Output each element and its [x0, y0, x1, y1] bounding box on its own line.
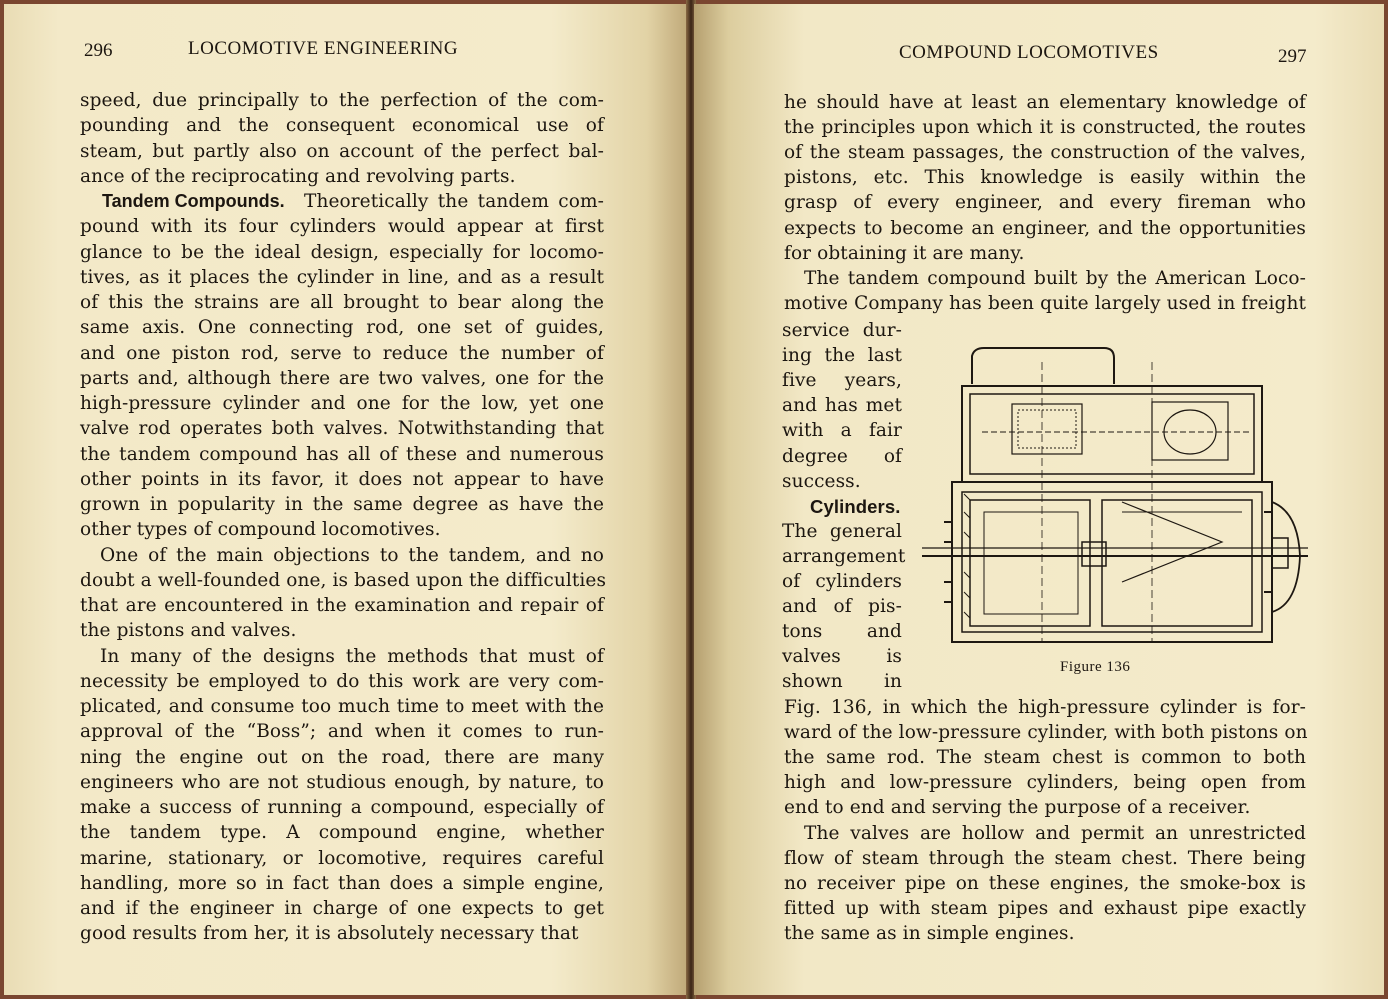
text-line: tives, as it places the cylinder in line, and as a result: [80, 266, 604, 288]
text-line: ance of the reciprocating and revolving parts.: [80, 165, 516, 187]
text-line: with a fair: [782, 420, 902, 442]
text-line: fitted up with steam pipes and exhaust pipe exactly: [784, 898, 1306, 920]
text-line: ning the engine out on the road, there are many: [80, 746, 604, 768]
text-line: Fig. 136, in which the high-pressure cylinder is for-: [784, 697, 1306, 718]
text-line: pounding and the consequent economical use of: [80, 115, 604, 137]
text-line: engineers who are not studious enough, by nature, to: [80, 771, 604, 793]
text-line: that are encountered in the examination and repair of: [80, 595, 604, 616]
text-line: the tandem type. A compound engine, whether: [80, 822, 604, 844]
text-line: Theoretically the tandem com-: [304, 191, 604, 212]
text-line: and of pis-: [782, 596, 902, 618]
figure-136-cylinder-diagram: [922, 342, 1308, 654]
text-line: pound with its four cylinders would appear at first: [80, 216, 604, 238]
left-page-number: 296: [84, 40, 113, 61]
text-line: pistons, etc. This knowledge is easily within the: [784, 167, 1306, 189]
text-line: valves is: [782, 646, 902, 668]
text-line: motive Company has been quite largely used in freight: [784, 292, 1306, 314]
text-line: shown in: [782, 671, 902, 693]
right-running-head: COMPOUND LOCOMOTIVES: [899, 42, 1159, 63]
left-page: [4, 4, 688, 995]
text-line: five years,: [782, 370, 902, 392]
text-line: marine, stationary, or locomotive, requires careful: [80, 847, 604, 869]
section-heading-tandem: Tandem Compounds.: [102, 191, 285, 211]
text-line: for obtaining it are many.: [784, 242, 1025, 264]
text-line: of the steam passages, the construction of the valves,: [784, 142, 1306, 164]
text-line: One of the main objections to the tandem, and no: [100, 544, 604, 566]
text-line: handling, more so in fact than does a simple engine,: [80, 872, 604, 894]
text-line: arrangement: [782, 545, 906, 567]
text-line: and if the engineer in charge of one expects to get: [80, 898, 604, 919]
text-line: grasp of every engineer, and every fireman who: [784, 192, 1306, 214]
text-line: flow of steam through the steam chest. There being: [784, 848, 1306, 870]
text-line: glance to be the ideal design, especially for locomo-: [80, 241, 604, 263]
text-line: the principles upon which it is constructed, the routes: [784, 117, 1306, 139]
text-line: of cylinders: [782, 571, 902, 592]
text-line: The tandem compound built by the American Loco-: [804, 267, 1306, 289]
text-line: make a success of running a compound, especially of: [80, 797, 604, 818]
text-line: degree of: [782, 445, 902, 467]
text-line: the tandem compound has all of these and numerous: [80, 443, 604, 465]
text-line: doubt a well-founded one, is based upon the difficulties: [80, 569, 607, 591]
text-line: necessity be employed to do this work are very com-: [80, 670, 604, 692]
figure-caption: Figure 136: [1060, 659, 1131, 675]
text-line: valve rod operates both valves. Notwithstanding that: [80, 418, 604, 440]
text-line: approval of the “Boss”; and when it comes to run-: [80, 721, 604, 743]
text-line: parts and, although there are two valves, one for the: [80, 367, 604, 389]
right-page-number: 297: [1278, 46, 1307, 67]
text-line: success.: [782, 470, 861, 492]
text-line: plicated, and consume too much time to meet with the: [80, 696, 604, 717]
text-line: grown in popularity in the same degree as have the: [80, 494, 604, 515]
left-running-head: LOCOMOTIVE ENGINEERING: [188, 38, 459, 59]
text-line: tons and: [782, 621, 902, 643]
section-heading-cylinders: Cylinders.: [810, 495, 901, 517]
text-line: high and low-pressure cylinders, being open from: [784, 772, 1306, 794]
text-line: the same rod. The steam chest is common to both: [784, 747, 1306, 769]
text-line: The valves are hollow and permit an unrestricted: [804, 823, 1306, 844]
right-page: [694, 4, 1384, 995]
text-line: same axis. One connecting rod, one set of guides,: [80, 317, 604, 339]
text-line: ward of the low-pressure cylinder, with both pistons on: [784, 722, 1308, 744]
text-line: and has met: [782, 395, 902, 417]
text-line: high-pressure cylinder and one for the low, yet one: [80, 393, 604, 414]
text-line: steam, but partly also on account of the perfect bal-: [80, 140, 604, 162]
text-line: no receiver pipe on these engines, the smoke-box is: [784, 873, 1306, 895]
text-line: ing the last: [782, 345, 902, 367]
text-line: he should have at least an elementary knowledge of: [784, 92, 1306, 113]
text-line: service dur-: [782, 320, 902, 341]
text-line: of this the strains are all brought to bear along the: [80, 292, 604, 313]
text-line: speed, due principally to the perfection of the com-: [80, 90, 604, 111]
text-line: the same as in simple engines.: [784, 923, 1075, 945]
text-line: end to end and serving the purpose of a receiver.: [784, 797, 1251, 819]
text-line: and one piston rod, serve to reduce the number of: [80, 342, 604, 364]
text-line: In many of the designs the methods that must of: [100, 645, 604, 667]
text-line: other points in its favor, it does not appear to have: [80, 468, 604, 490]
text-line: good results from her, it is absolutely necessary that: [80, 923, 579, 945]
text-line: expects to become an engineer, and the opportunities: [784, 217, 1306, 239]
text-line: The general: [782, 520, 902, 542]
text-line: the pistons and valves.: [80, 620, 297, 642]
text-line: other types of compound locomotives.: [80, 519, 441, 541]
